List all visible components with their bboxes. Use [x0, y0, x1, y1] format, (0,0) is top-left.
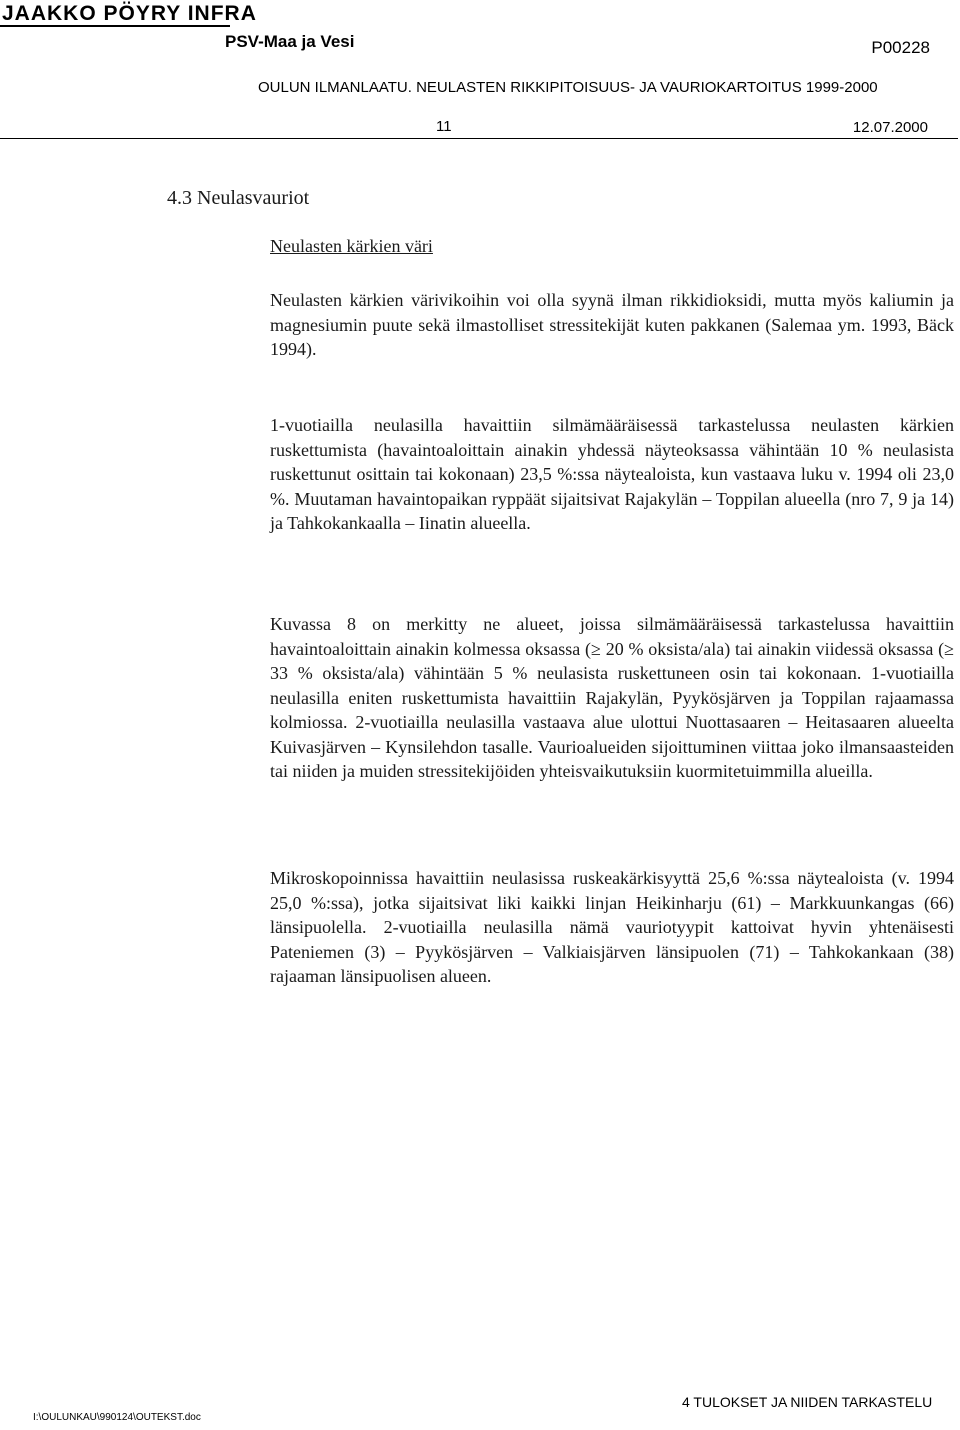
document-title: OULUN ILMANLAATU. NEULASTEN RIKKIPITOISUUS- JA VAURIOKARTOITUS 1999-2000	[258, 79, 878, 96]
page-number: 11	[436, 118, 452, 135]
header-divider	[0, 138, 958, 139]
document-date: 12.07.2000	[852, 119, 928, 136]
paragraph-2: 1-vuotiailla neulasilla havaittiin silmämääräisessä tarkastelussa neulasten kärkien ruskettumista (havaintoaloittain ainakin yhdessä näyteoksassa vähintään 10 % neulasista ruskettunut osittain tai kokonaan) 23,5 %:ssa näytealoista, kun vastaava luku v. 1994 oli 23,0 %. Muutaman havaintopaikan ryppäät sijaitsivat Rajakylän – Toppilan alueella (nro 7, 9 ja 14) ja Tahkokankaalla – Iinatin alueella.	[270, 415, 954, 533]
paragraph-1: Neulasten kärkien värivikoihin voi olla syynä ilman rikkidioksidi, mutta myös kaliumin ja magnesiumin puute sekä ilmastolliset stressitekijät kuten pakkanen (Salemaa ym. 1993, Bäck 1994).	[270, 290, 954, 359]
company-logo-text: JAAKKO PÖYRY INFRA	[2, 2, 257, 25]
division-name: PSV-Maa ja Vesi	[225, 32, 355, 51]
paragraph-4: Mikroskopoinnissa havaittiin neulasissa ruskeakärkisyyttä 25,6 %:ssa näytealoista (v. 1994 25,0 %:ssa), jotka sijaitsivat liki kaikki linjan Heikinharju (61) – Markkuunkangas (66) länsipuolella. 2-vuotiailla neulasilla nämä vauriotyypit kattoivat hyvin yhtenäisesti Pateniemen (3) – Pyykösjärven – Valkiaisjärven länsipuolen (71) – Tahkokankaan (38) rajaaman länsipuolisen alueen.	[270, 868, 954, 986]
paragraph-3: Kuvassa 8 on merkitty ne alueet, joissa silmämääräisessä tarkastelussa havaittiin havaintoaloittain ainakin kolmessa oksassa (≥ 20 % oksista/ala) tai ainakin viidessä oksassa (≥ 33 % oksista/ala) vähintään 5 % neulasista ruskettuneen osin tai kokonaan. 1-vuotiailla neulasilla eniten ruskettumista havaittiin Rajakylän, Pyykösjärven ja Toppilan rajaamassa kolmiossa. 2-vuotiailla neulasilla vastaava alue ulottui Nuottasaaren – Heitasaaren alueelta Kuivasjärven – Kynsilehdon tasalle. Vaurioalueiden sijoittuminen viittaa joko ilmansaasteiden tai niiden ja muiden stressitekijöiden yhteisvaikutuksiin kuormitetuimmilla alueilla.	[270, 614, 954, 781]
footer-file-path: I:\OULUNKAU\990124\OUTEKST.doc	[33, 1412, 201, 1423]
logo-underline	[0, 25, 230, 27]
section-title: 4.3 Neulasvauriot	[167, 187, 310, 209]
document-number: P00228	[871, 38, 930, 57]
subheading: Neulasten kärkien väri	[270, 236, 433, 256]
footer-section-label: 4 TULOKSET JA NIIDEN TARKASTELU	[682, 1394, 933, 1410]
